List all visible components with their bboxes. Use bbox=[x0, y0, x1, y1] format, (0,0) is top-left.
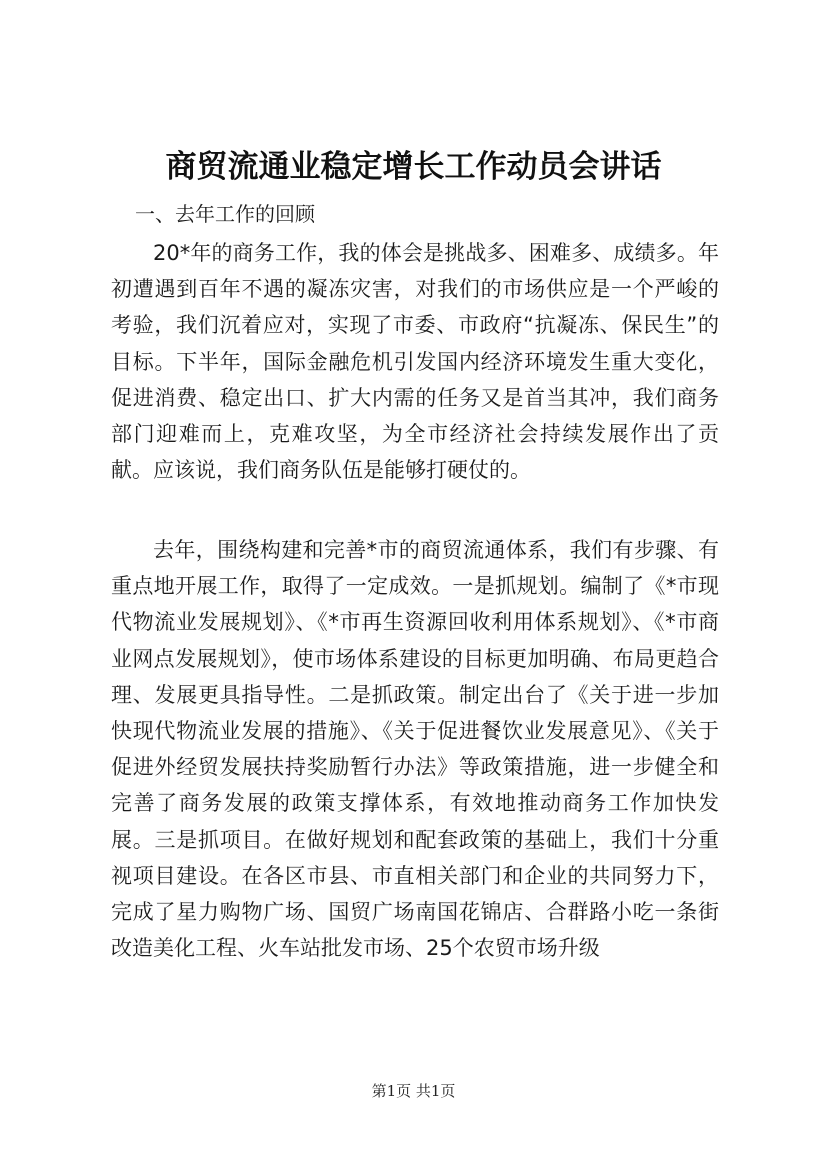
page-footer: 第1页 共1页 bbox=[371, 1082, 456, 1100]
paragraph-2: 去年，围绕构建和完善*市的商贸流通体系，我们有步骤、有重点地开展工作，取得了一定成效。一是抓规划。编制了《*市现代物流业发展规划》、《*市再生资源回收利用体系规划》、《*市商业网点发展规划》，使市场体系建设的目标更加明确、布局更趋合理、发展更具指导性。二是抓政策。制定出台了《关于进一步加快现代物流业发展的措施》、《关于促进餐饮业发展意见》、《关于促进外经贸发展扶持奖励暂行办法》等政策措施，进一步健全和完善了商务发展的政策支撑体系，有效地推动商务工作加快发展。三是抓项目。在做好规划和配套政策的基础上，我们十分重视项目建设。在各区市县、市直相关部门和企业的共同努力下，完成了星力购物广场、国贸广场南国花锦店、合群路小吃一条街改造美化工程、火车站批发市场、25个农贸市场升级 bbox=[111, 538, 719, 961]
paragraph-1: 20*年的商务工作，我的体会是挑战多、困难多、成绩多。年初遭遇到百年不遇的凝冻灾害，对我们的市场供应是一个严峻的考验，我们沉着应对，实现了市委、市政府“抗凝冻、保民生”的目标。下半年，国际金融危机引发国内经济环境发生重大变化，促进消费、稳定出口、扩大内需的任务又是首当其冲，我们商务部门迎难而上，克难攻坚，为全市经济社会持续发展作出了贡献。应该说，我们商务队伍是能够打硬仗的。 bbox=[111, 241, 719, 483]
section-heading: 一、去年工作的回顾 bbox=[135, 202, 315, 226]
document-title: 商贸流通业稳定增长工作动员会讲话 bbox=[165, 149, 662, 185]
